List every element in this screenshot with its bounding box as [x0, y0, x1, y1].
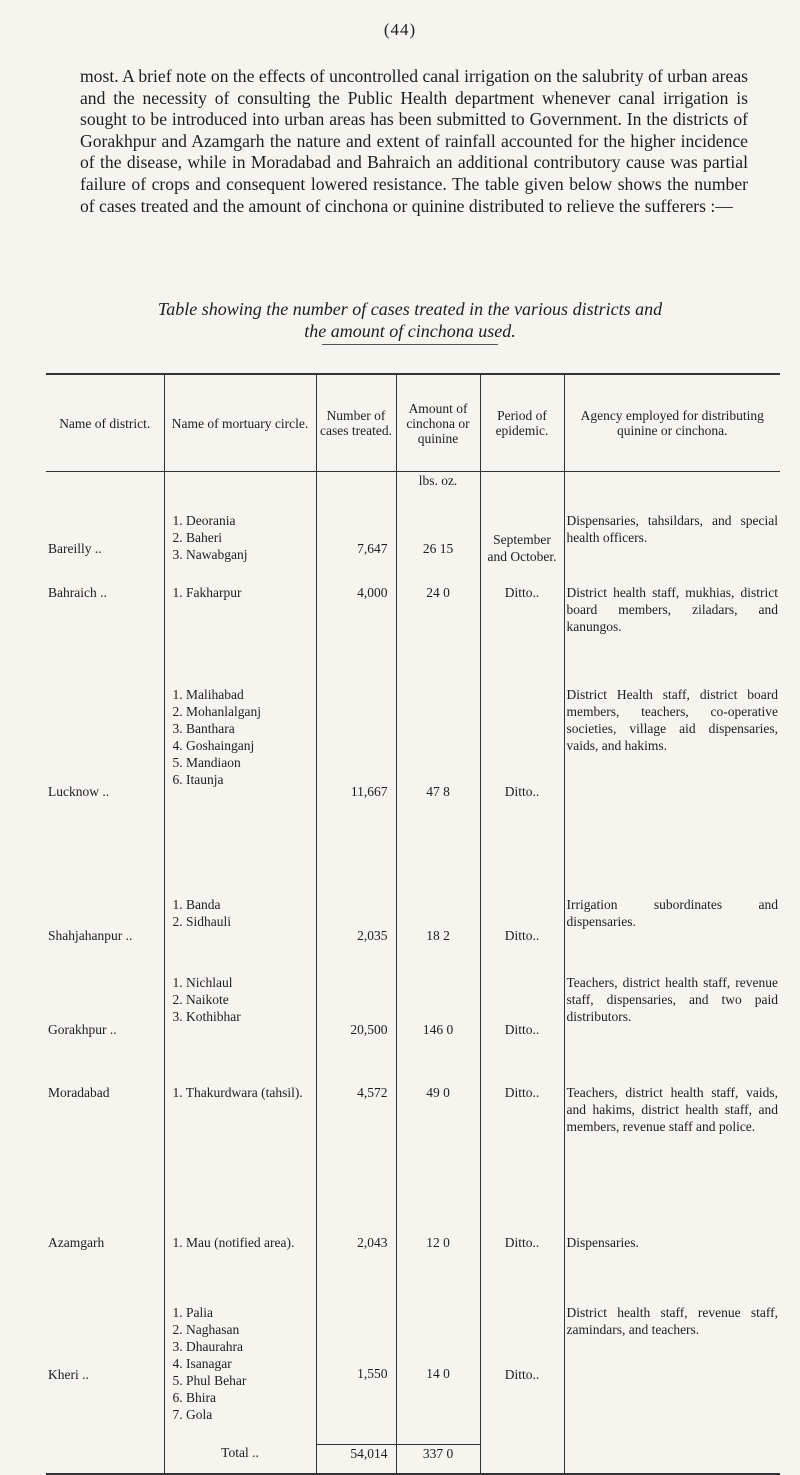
cases-cell: 11,667 [316, 686, 396, 896]
circle-item: 1. Deorania [172, 513, 236, 528]
period-cell: Ditto.. [480, 1084, 564, 1234]
table-row [46, 1234, 780, 1304]
circle-item: 5. Phul Behar [172, 1373, 247, 1388]
header-district: Name of district. [46, 374, 164, 472]
cases-cell: 4,572 [316, 1084, 396, 1234]
district-cell: Bareilly .. [48, 540, 102, 556]
table-row [46, 974, 780, 1084]
agency-cell: Dispensaries, tahsildars, and special health officers. [564, 512, 780, 584]
amount-cell: 26 15 [396, 512, 480, 584]
period-cell: September and October. [480, 512, 564, 584]
cases-cell: 1,550 [316, 1304, 396, 1444]
circle-item: 2. Naghasan [172, 1322, 240, 1337]
table-row [46, 1084, 780, 1234]
cases-cell: 2,035 [316, 896, 396, 974]
circle-item: 1. Fakharpur [172, 585, 242, 600]
circle-item: 6. Itaunja [172, 772, 224, 787]
total-row [46, 1444, 780, 1474]
agency-cell: District Health staff, district board members, teachers, co-operative societies, village aid dispensaries, vaids, and hakims. [564, 686, 780, 896]
circle-item: 1. Malihabad [172, 687, 244, 702]
cases-cell: 7,647 [316, 512, 396, 584]
circle-item: 4. Isanagar [172, 1356, 232, 1371]
total-cases: 54,014 [316, 1444, 396, 1474]
circle-item: 3. Nawabganj [172, 547, 248, 562]
agency-cell: Teachers, district health staff, revenue staff, dispensaries, and two paid distributors. [564, 974, 780, 1084]
circle-cell [164, 512, 316, 584]
agency-cell: District health staff, revenue staff, zamindars, and teachers. [564, 1304, 780, 1444]
amount-cell: 146 0 [396, 974, 480, 1084]
agency-cell: Dispensaries. [564, 1234, 780, 1304]
table-row [46, 1304, 780, 1444]
table-row [46, 584, 780, 686]
intro-paragraph: most. A brief note on the effects of uncontrolled canal irrigation on the salubrity of urban areas and the necessity of consulting the Public Health department whenever canal irrigation is sought to be introduced into urban areas has been submitted to Government. In the districts of Gorakhpur and Azamgarh the nature and extent of rainfall accounted for the higher incidence of the disease, while in Moradabad and Bahraich an additional contributory cause was partial failure of crops and consequent lowered resistance. The table given below shows the number of cases treated and the amount of cinchona or quinine distributed to relieve the sufferers :— [80, 66, 748, 216]
circle-item: 5. Mandiaon [172, 755, 241, 770]
units-row [46, 472, 780, 513]
cases-cell: 4,000 [316, 584, 396, 686]
circle-item: 4. Goshainganj [172, 738, 255, 753]
header-cases: Number of cases treated. [316, 374, 396, 472]
district-cell: Lucknow .. [48, 783, 110, 799]
page-number: (44) [383, 20, 417, 39]
district-cell: Gorakhpur .. [48, 1021, 117, 1037]
circle-item: 1. Banda [172, 897, 221, 912]
period-cell: Ditto.. [480, 896, 564, 974]
header-amount: Amount of cinchona or quinine [396, 374, 480, 472]
circle-item: 1. Mau (notified area). [172, 1235, 295, 1250]
agency-cell: Teachers, district health staff, vaids, and hakims, district health staff, and members, revenue staff and police. [564, 1084, 780, 1234]
header-circle: Name of mortuary circle. [164, 374, 316, 472]
table-row [46, 512, 780, 584]
district-cell: Shahjahanpur .. [48, 927, 133, 943]
circle-item: 2. Naikote [172, 992, 229, 1007]
table-caption [60, 298, 760, 342]
circle-item: 2. Mohanlalganj [172, 704, 261, 719]
caption-line-2: the amount of cinchona used. [304, 321, 516, 341]
circle-cell [164, 974, 316, 1084]
district-cell: Bahraich .. [48, 585, 107, 600]
circle-item: 3. Kothibhar [172, 1009, 241, 1024]
header-agency: Agency employed for distributing quinine or cinchona. [564, 374, 780, 472]
period-cell: Ditto.. [480, 974, 564, 1084]
circle-item: 1. Thakurdwara (tahsil). [172, 1085, 303, 1100]
total-amount: 337 0 [396, 1444, 480, 1474]
caption-line-1: Table showing the number of cases treated in the various districts and [157, 299, 663, 319]
period-cell: Ditto.. [480, 686, 564, 896]
circle-cell [164, 1084, 316, 1234]
table-row [46, 686, 780, 896]
circle-item: 3. Banthara [172, 721, 235, 736]
amount-cell: 14 0 [396, 1304, 480, 1444]
cases-cell: 2,043 [316, 1234, 396, 1304]
circle-item: 7. Gola [172, 1407, 213, 1422]
circle-item: 1. Palia [172, 1305, 213, 1320]
caption-rule [322, 344, 498, 345]
table-row [46, 896, 780, 974]
circle-item: 2. Sidhauli [172, 914, 232, 929]
units-label: lbs. oz. [396, 472, 480, 513]
amount-cell: 24 0 [396, 584, 480, 686]
district-cell: Azamgarh [48, 1235, 105, 1250]
agency-cell: Irrigation subordinates and dispensaries. [564, 896, 780, 974]
circle-cell [164, 896, 316, 974]
cases-cell: 20,500 [316, 974, 396, 1084]
amount-cell: 47 8 [396, 686, 480, 896]
circle-item: 1. Nichlaul [172, 975, 233, 990]
district-cell: Kheri .. [48, 1366, 89, 1382]
period-cell: Ditto.. [480, 1304, 564, 1444]
circle-item: 3. Dhaurahra [172, 1339, 243, 1354]
circle-item: 2. Baheri [172, 530, 222, 545]
circle-item: 6. Bhira [172, 1390, 216, 1405]
amount-cell: 12 0 [396, 1234, 480, 1304]
district-cell: Moradabad [48, 1085, 110, 1100]
table-body [46, 472, 780, 1475]
agency-cell: District health staff, mukhias, district board members, ziladars, and kanungos. [564, 584, 780, 686]
circle-cell [164, 1304, 316, 1444]
period-cell: Ditto.. [480, 584, 564, 686]
total-label: Total .. [164, 1444, 316, 1474]
header-row [46, 374, 780, 472]
cases-table [46, 373, 780, 1475]
circle-cell [164, 584, 316, 686]
amount-cell: 18 2 [396, 896, 480, 974]
period-cell: Ditto.. [480, 1234, 564, 1304]
amount-cell: 49 0 [396, 1084, 480, 1234]
circle-cell [164, 1234, 316, 1304]
header-period: Period of epidemic. [480, 374, 564, 472]
circle-cell [164, 686, 316, 896]
